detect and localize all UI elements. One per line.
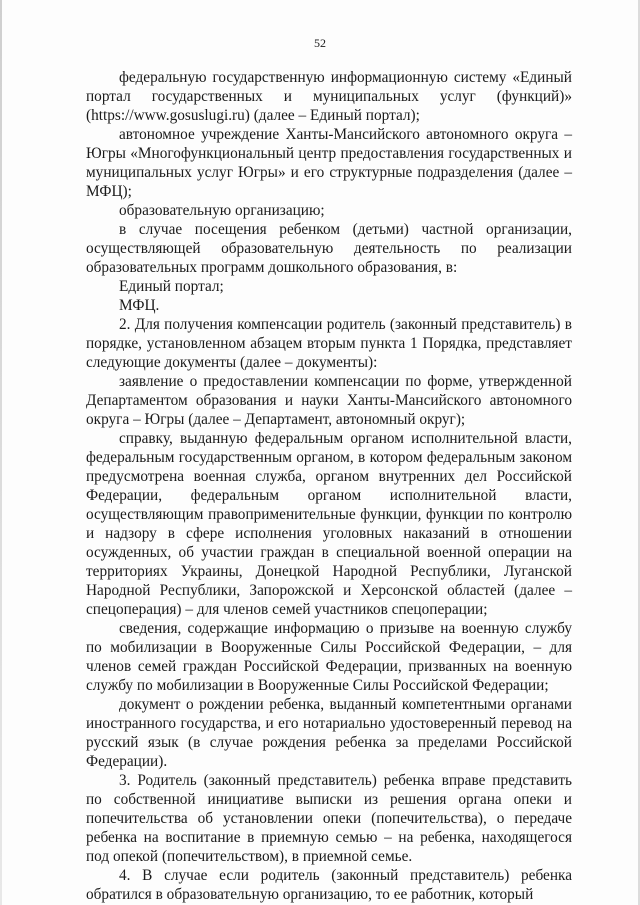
page-number: 52 <box>314 36 326 50</box>
paragraph: 2. Для получения компенсации родитель (законный представитель) в порядке, установленном абзацем вторым пункта 1 Порядка, представляет следующие документы (далее – документы): <box>86 316 572 371</box>
paragraph: в случае посещения ребенком (детьми) частной организации, осуществляющей образовательную деятельность по реализации образовательных программ дошкольного образования, в: <box>86 221 572 276</box>
paragraph: Единый портал; <box>119 278 224 295</box>
paragraph: 3. Родитель (законный представитель) ребенка вправе представить по собственной инициативе выписки из решения органа опеки и попечительства об установлении опеки (попечительства), о передаче ребенка на воспитание в приемную семью – на ребенка, находящегося под опекой (попечительством), в приемной семье. <box>86 772 572 865</box>
paragraph: справку, выданную федеральным органом исполнительной власти, федеральным государственным органом, в котором федеральным законом предусмотрена военная служба, органом внутренних дел Российской Федерации, федеральным органом исполнительной власти, осуществляющим правоприменительные функции, функции по контролю и надзору в сфере исполнения уголовных наказаний в отношении осужденных, об участии граждан в специальной военной операции на территориях Украины, Донецкой Народной Республики, Луганской Народной Республики, Запорожской и Херсонской областей (далее – спецоперация) – для членов семей участников спецоперации; <box>86 430 572 618</box>
scan-edge-left <box>0 0 2 905</box>
paragraph: МФЦ. <box>119 297 160 314</box>
paragraph: федеральную государственную информационную систему «Единый портал государственных и муниципальных услуг (функций)» (https://www.gosuslugi.ru) (далее – Единый портал); <box>86 69 572 124</box>
paragraph: автономное учреждение Ханты-Мансийского автономного округа – Югры «Многофункциональный центр предоставления государственных и муниципальных услуг Югры» и его структурные подразделения (далее – МФЦ); <box>86 126 572 200</box>
paragraph: сведения, содержащие информацию о призыве на военную службу по мобилизации в Вооруженные Силы Российской Федерации, – для членов семей граждан Российской Федерации, призванных на военную службу по мобилизации в Вооруженные Силы Российской Федерации; <box>86 620 572 694</box>
paragraph: заявление о предоставлении компенсации по форме, утвержденной Департаментом образования и науки Ханты-Мансийского автономного округа – Югры (далее – Департамент, автономный округ); <box>86 373 572 428</box>
paragraph: документ о рождении ребенка, выданный компетентными органами иностранного государства, и его нотариально удостоверенный перевод на русский язык (в случае рождения ребенка за пределами Российской Федерации). <box>86 696 572 770</box>
paragraph: 4. В случае если родитель (законный представитель) ребенка обратился в образовательную организацию, то ее работник, который <box>86 867 572 903</box>
document-body <box>86 68 572 904</box>
paragraph: образовательную организацию; <box>119 202 325 219</box>
